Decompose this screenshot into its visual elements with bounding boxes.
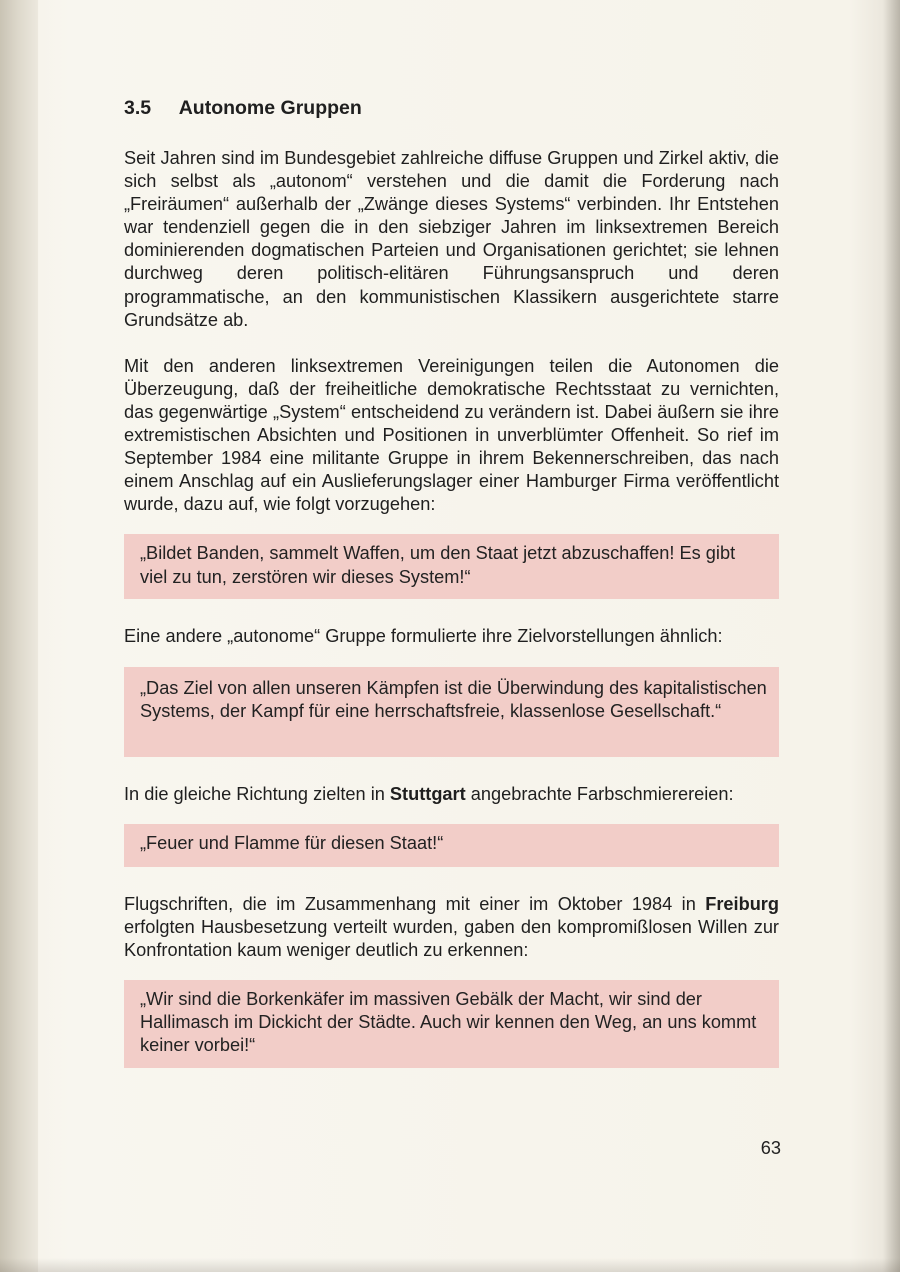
page-edge-shadow [882, 0, 900, 1272]
autonomous-conviction-paragraph: Mit den anderen linksextremen Vereinigungen teilen die Autonomen die Überzeugung, daß der freiheitliche demokratische Rechtsstaat zu vernichten, das gegenwärtige „System“ entscheidend zu verändern ist. Dabei äußern sie ihre extremistischen Absichten und Positionen in unverblümter Offenheit. So rief im September 1984 eine militante Gruppe in ihrem Bekennerschreiben, das nach einem Anschlag auf ein Auslieferungslager einer Hamburger Firma veröffentlicht wurde, dazu auf, wie folgt vorzugehen: [124, 355, 779, 515]
bottom-edge-shadow [0, 1258, 900, 1272]
stuttgart-text-before: In die gleiche Richtung zielten in [124, 783, 390, 804]
stuttgart-location: Stuttgart [389, 783, 466, 804]
page-number: 63 [760, 1138, 781, 1158]
graffiti-quote: „Feuer und Flamme für diesen Staat!“ [124, 824, 779, 867]
system-overthrow-quote: „Das Ziel von allen unseren Kämpfen ist die Überwindung des kapitalistischen Systems, der Kampf für eine herrschaftsfreie, klassenlose Gesellschaft.“ [124, 667, 779, 757]
leaflet-quote: „Wir sind die Borkenkäfer im massiven Gebälk der Macht, wir sind der Hallimasch im Dickicht der Städte. Auch wir kennen den Weg, an uns kommt keiner vorbei!“ [124, 980, 779, 1068]
freiburg-text-after: erfolgten Hausbesetzung verteilt wurden, gaben den kompromißlosen Willen zur Konfrontation kaum weniger deutlich zu erkennen: [124, 916, 779, 960]
section-heading [124, 96, 779, 120]
freiburg-text-before: Flugschriften, die im Zusammenhang mit einer im Oktober 1984 in [124, 893, 706, 914]
section-title: Autonome Gruppen [178, 97, 362, 119]
book-spine-shadow [0, 0, 38, 1272]
page-content [124, 96, 779, 1094]
intro-paragraph: Seit Jahren sind im Bundesgebiet zahlreiche diffuse Gruppen und Zirkel aktiv, die sich selbst als „autonom“ verstehen und die damit die Forderung nach „Freiräumen“ außerhalb der „Zwänge dieses Systems“ verbinden. Ihr Entstehen war tendenziell gegen die in den siebziger Jahren im linksextremen Bereich dominierenden dogmatischen Parteien und Organisationen gerichtet; sie lehnen durchweg deren politisch-elitären Führungsanspruch und deren programmatische, an den kommunistischen Klassikern ausgerichtete starre Grundsätze ab. [124, 148, 779, 330]
freiburg-paragraph [124, 893, 779, 962]
militant-group-quote: „Bildet Banden, sammelt Waffen, um den Staat jetzt abzuschaffen! Es gibt viel zu tun, zerstören wir dieses System!“ [124, 534, 779, 599]
freiburg-location: Freiburg [705, 893, 779, 914]
stuttgart-text-after: angebrachte Farbschmierereien: [465, 783, 734, 804]
other-group-paragraph: Eine andere „autonome“ Gruppe formulierte ihre Zielvorstellungen ähnlich: [124, 626, 723, 647]
section-number: 3.5 [124, 97, 152, 119]
stuttgart-paragraph [124, 783, 779, 806]
